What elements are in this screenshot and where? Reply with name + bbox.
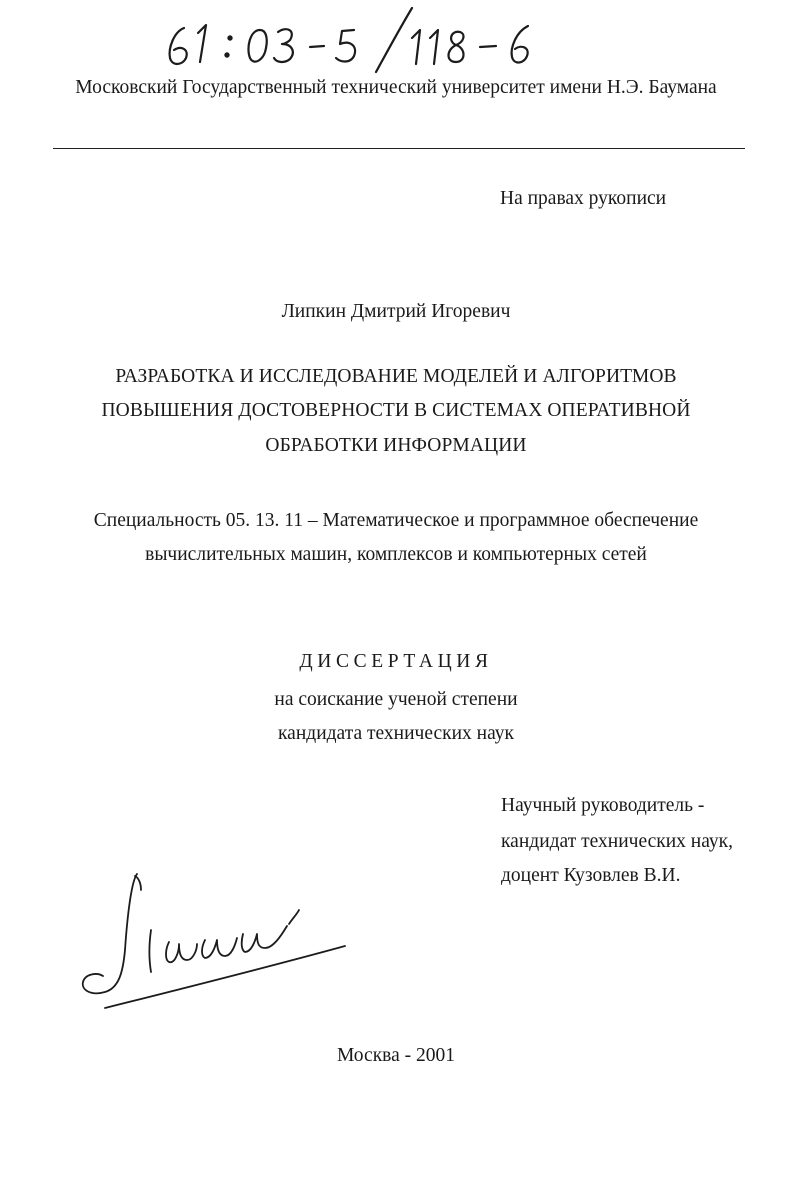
manuscript-rights-note: На правах рукописи [500, 188, 667, 209]
advisor-line-3: доцент Кузовлев В.И. [501, 865, 681, 886]
degree-line-1: на соискание ученой степени [274, 689, 518, 710]
specialty-line-1: Специальность 05. 13. 11 – Математическое и программное обеспечение [93, 510, 699, 531]
handwritten-archive-number [150, 0, 610, 80]
degree-line-2: кандидата технических наук [278, 723, 514, 744]
advisor-line-1: Научный руководитель - [501, 795, 705, 816]
author-name: Липкин Дмитрий Игоревич [281, 301, 511, 322]
specialty-line-2: вычислительных машин, комплексов и компьютерных сетей [145, 544, 647, 565]
author-signature [75, 860, 355, 1010]
city-year: Москва - 2001 [336, 1045, 456, 1066]
title-line-1: РАЗРАБОТКА И ИССЛЕДОВАНИЕ МОДЕЛЕЙ И АЛГОРИТМОВ [115, 366, 677, 387]
university-name: Московский Государственный технический университет имени Н.Э. Баумана [75, 77, 717, 98]
advisor-line-2: кандидат технических наук, [501, 831, 733, 852]
dissertation-heading: ДИССЕРТАЦИЯ [299, 651, 493, 672]
title-line-3: ОБРАБОТКИ ИНФОРМАЦИИ [265, 435, 527, 456]
header-divider [53, 148, 745, 149]
title-line-2: ПОВЫШЕНИЯ ДОСТОВЕРНОСТИ В СИСТЕМАХ ОПЕРАТИВНОЙ [101, 400, 691, 421]
